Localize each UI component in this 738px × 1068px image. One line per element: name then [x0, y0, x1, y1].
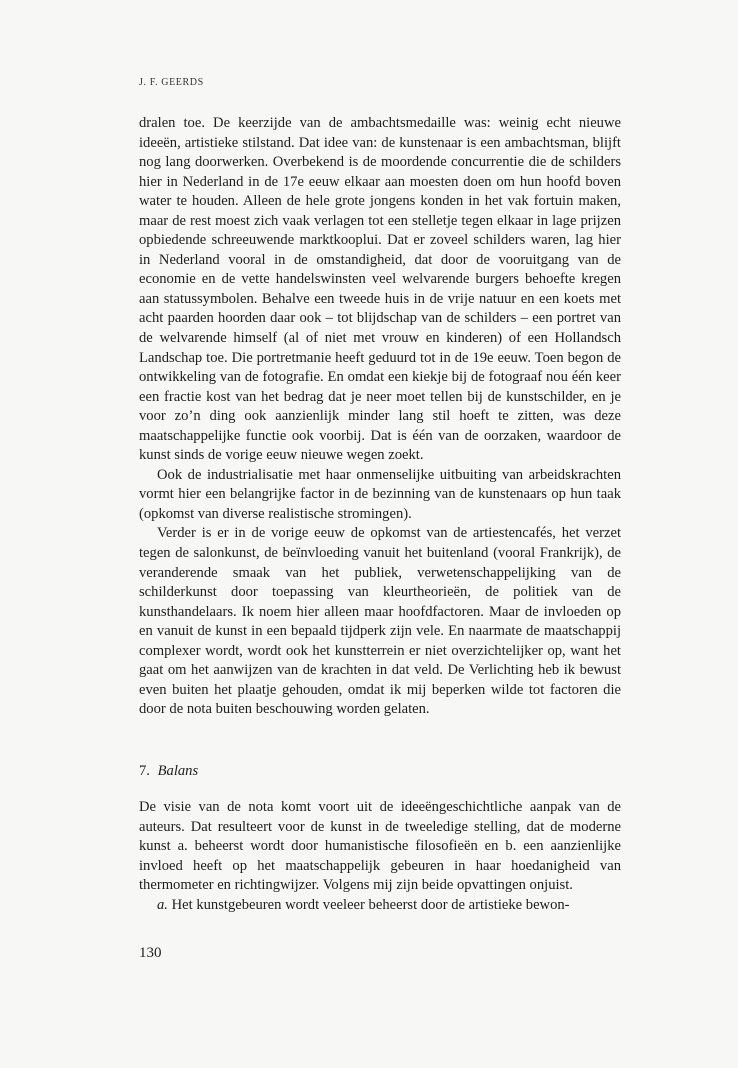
section-item-a — [139, 896, 621, 916]
section-heading — [139, 763, 198, 780]
section-text — [139, 798, 621, 915]
item-a-letter: a. — [157, 896, 168, 913]
running-head: J. F. GEERDS — [139, 77, 204, 88]
main-text — [139, 114, 621, 720]
item-a-text: Het kunstgebeuren wordt veeleer beheerst door de artistieke bewon- — [171, 896, 570, 913]
page-number: 130 — [139, 945, 162, 961]
paragraph-3: Verder is er in de vorige eeuw de opkomst van de artiestencafés, het verzet tegen de salonkunst, de beïnvloeding vanuit het buitenland (vooral Frankrijk), de veranderende smaak van het publiek, verwetenschappelijking van de schilderkunst door toepassing van kleurtheorieën, de politiek van de kunsthandelaars. Ik noem hier alleen maar hoofdfactoren. Maar de invloeden op en vanuit de kunst in een bepaald tijdperk zijn vele. En naarmate de maatschappij complexer wordt, wordt ook het kunstterrein er niet overzichtelijker op, want het gaat om het aanwijzen van de krachten in dat veld. De Verlichting heb ik bewust even buiten het plaatje gehouden, omdat ik mij beperken wilde tot factoren die door de nota buiten beschouwing worden gelaten. — [139, 525, 621, 718]
section-title: Balans — [157, 763, 199, 779]
paragraph-2: Ook de industrialisatie met haar onmenselijke uitbuiting van arbeidskrachten vormt hier een belangrijke factor in de bezinning van de kunstenaars op hun taak (opkomst van diverse realistische stromingen). — [139, 466, 621, 522]
section-paragraph-1: De visie van de nota komt voort uit de ideeëngeschichtliche aanpak van de auteurs. Dat resulteert voor de kunst in de tweeledige stelling, dat de moderne kunst a. beheerst wordt door humanistische filosofieën en b. een aanzienlijke invloed heeft op het maatschappelijk gebeuren in haar hoedanigheid van thermometer en richtingwijzer. Volgens mij zijn beide opvattingen onjuist. — [139, 799, 621, 894]
section-number: 7. — [139, 763, 150, 779]
paragraph-1: dralen toe. De keerzijde van de ambachtsmedaille was: weinig echt nieuwe ideeën, artistieke stilstand. Dat idee van: de kunstenaar is een ambachtsman, blijft nog lang doorwerken. Overbekend is de moordende concurrentie die de schilders hier in Nederland in de 17e eeuw elkaar aan moesten doen om hun hoofd boven water te houden. Alleen de hele grote jongens konden in het vak fortuin maken, maar de rest moest zich vaak verlagen tot een stelletje tegen elkaar in lage prijzen opbiedende schreeuwende marktkooplui. Dat er zoveel schilders waren, lag hier in Nederland vooral in de omstandigheid, dat door de vooruitgang van de economie en de vette handelswinsten veel welvarende burgers behoefte kregen aan statussymbolen. Behalve een tweede huis in de vrije natuur en een koets met acht paarden hoorden daar ook – tot blijdschap van de schilders – een portret van de welvarende himself (al of niet met vrouw en kinderen) of een Hollandsch Landschap toe. Die portretmanie heeft geduurd tot in de 19e eeuw. Toen begon de ontwikkeling van de fotografie. En omdat een kiekje bij de fotograaf nou één keer een fractie kost van het bedrag dat je neer moet tellen bij de kunstschilder, en je voor zo’n ding ook aanzienlijk minder lang stil hoeft te zitten, was deze maatschappelijke functie ook voorbij. Dat is één van de oorzaken, waardoor de kunst sinds de vorige eeuw nieuwe wegen zoekt. — [139, 115, 621, 464]
